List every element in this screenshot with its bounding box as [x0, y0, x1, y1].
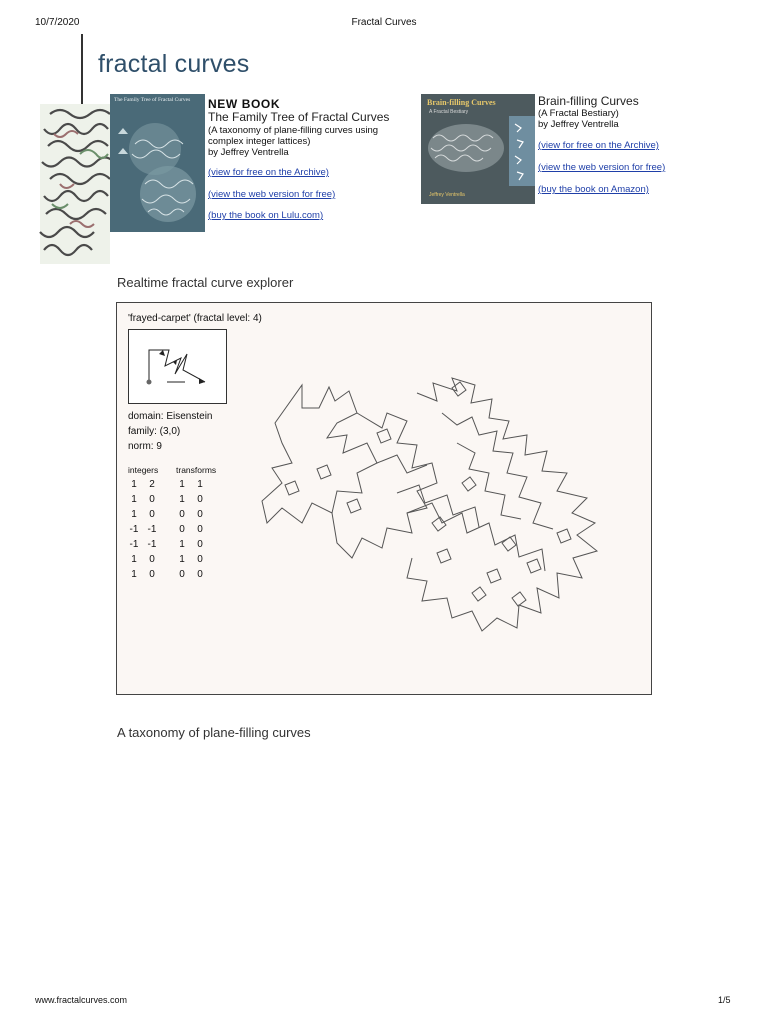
- transform-cell: 0: [197, 569, 203, 580]
- book1-subtitle: (A taxonomy of plane-filling curves using complex integer lattices): [208, 125, 379, 147]
- coefficient-row: [125, 569, 225, 584]
- transform-cell: 1: [197, 479, 203, 490]
- transform-cell: 0: [179, 569, 185, 580]
- integer-cell: 0: [149, 569, 155, 580]
- site-title: fractal curves: [98, 50, 250, 78]
- coefficient-row: [125, 509, 225, 524]
- family-label: family: (3,0): [128, 426, 181, 437]
- transform-cell: 0: [179, 524, 185, 535]
- coefficient-row: [125, 554, 225, 569]
- generator-preview[interactable]: [128, 329, 227, 404]
- transform-cell: 0: [197, 524, 203, 535]
- integer-cell: 1: [131, 479, 137, 490]
- integer-cell: -1: [147, 539, 157, 550]
- fractal-explorer-canvas[interactable]: [116, 302, 652, 695]
- book2-archive-link[interactable]: (view for free on the Archive): [538, 140, 659, 151]
- book1-cover-title: The Family Tree of Fractal Curves: [114, 97, 191, 103]
- explorer-heading: Realtime fractal curve explorer: [117, 275, 294, 290]
- transform-cell: 1: [179, 494, 185, 505]
- transforms-header: transforms: [176, 465, 217, 475]
- transform-cell: 1: [179, 554, 185, 565]
- coefficient-row: [125, 479, 225, 494]
- transform-cell: 1: [179, 539, 185, 550]
- footer-url: www.fractalcurves.com: [35, 995, 128, 1005]
- integer-cell: -1: [129, 539, 139, 550]
- curve-title: 'frayed-carpet' (fractal level: 4): [128, 313, 262, 324]
- integer-cell: 0: [149, 554, 155, 565]
- integer-cell: 1: [131, 509, 137, 520]
- book2-buy-link[interactable]: (buy the book on Amazon): [538, 184, 649, 195]
- book1-title: The Family Tree of Fractal Curves: [208, 110, 390, 124]
- transform-cell: 0: [197, 494, 203, 505]
- coefficient-table: [125, 479, 225, 584]
- book2-subtitle: (A Fractal Bestiary): [538, 108, 619, 119]
- integer-cell: -1: [129, 524, 139, 535]
- coefficient-row: [125, 524, 225, 539]
- transform-cell: 0: [179, 509, 185, 520]
- coefficient-row: [125, 494, 225, 509]
- book2-cover-author: Jeffrey Ventrella: [429, 192, 465, 198]
- integer-cell: 1: [131, 569, 137, 580]
- book2-author: by Jeffrey Ventrella: [538, 119, 619, 130]
- book2-cover-title: Brain-filling Curves: [427, 98, 496, 107]
- book2-cover[interactable]: [421, 94, 535, 204]
- book1-cover[interactable]: [110, 94, 205, 232]
- integers-header: integers: [128, 465, 159, 475]
- transform-cell: 0: [197, 509, 203, 520]
- coefficient-row: [125, 539, 225, 554]
- book1-buy-link[interactable]: (buy the book on Lulu.com): [208, 210, 324, 221]
- integer-cell: 0: [149, 509, 155, 520]
- book1-badge: NEW BOOK: [208, 97, 281, 111]
- print-page-title: Fractal Curves: [351, 17, 417, 28]
- book2-cover-subtitle: A Fractal Bestiary: [429, 109, 469, 115]
- integer-cell: 0: [149, 494, 155, 505]
- transform-cell: 1: [179, 479, 185, 490]
- book2-web-link[interactable]: (view the web version for free): [538, 162, 666, 173]
- book1-web-link[interactable]: (view the web version for free): [208, 189, 336, 200]
- print-date: 10/7/2020: [35, 17, 80, 28]
- book1-archive-link[interactable]: (view for free on the Archive): [208, 167, 329, 178]
- transform-cell: 0: [197, 539, 203, 550]
- transform-cell: 0: [197, 554, 203, 565]
- norm-label: norm: 9: [128, 441, 162, 452]
- fractal-curve-drawing: [257, 373, 627, 633]
- domain-label: domain: Eisenstein: [128, 411, 213, 422]
- footer-page-number: 1/5: [718, 995, 731, 1005]
- integer-cell: -1: [147, 524, 157, 535]
- book2-title: Brain-filling Curves: [538, 94, 639, 108]
- book1-author: by Jeffrey Ventrella: [208, 147, 289, 158]
- integer-cell: 1: [131, 494, 137, 505]
- integer-cell: 2: [149, 479, 155, 490]
- taxonomy-heading: A taxonomy of plane-filling curves: [117, 725, 311, 740]
- integer-cell: 1: [131, 554, 137, 565]
